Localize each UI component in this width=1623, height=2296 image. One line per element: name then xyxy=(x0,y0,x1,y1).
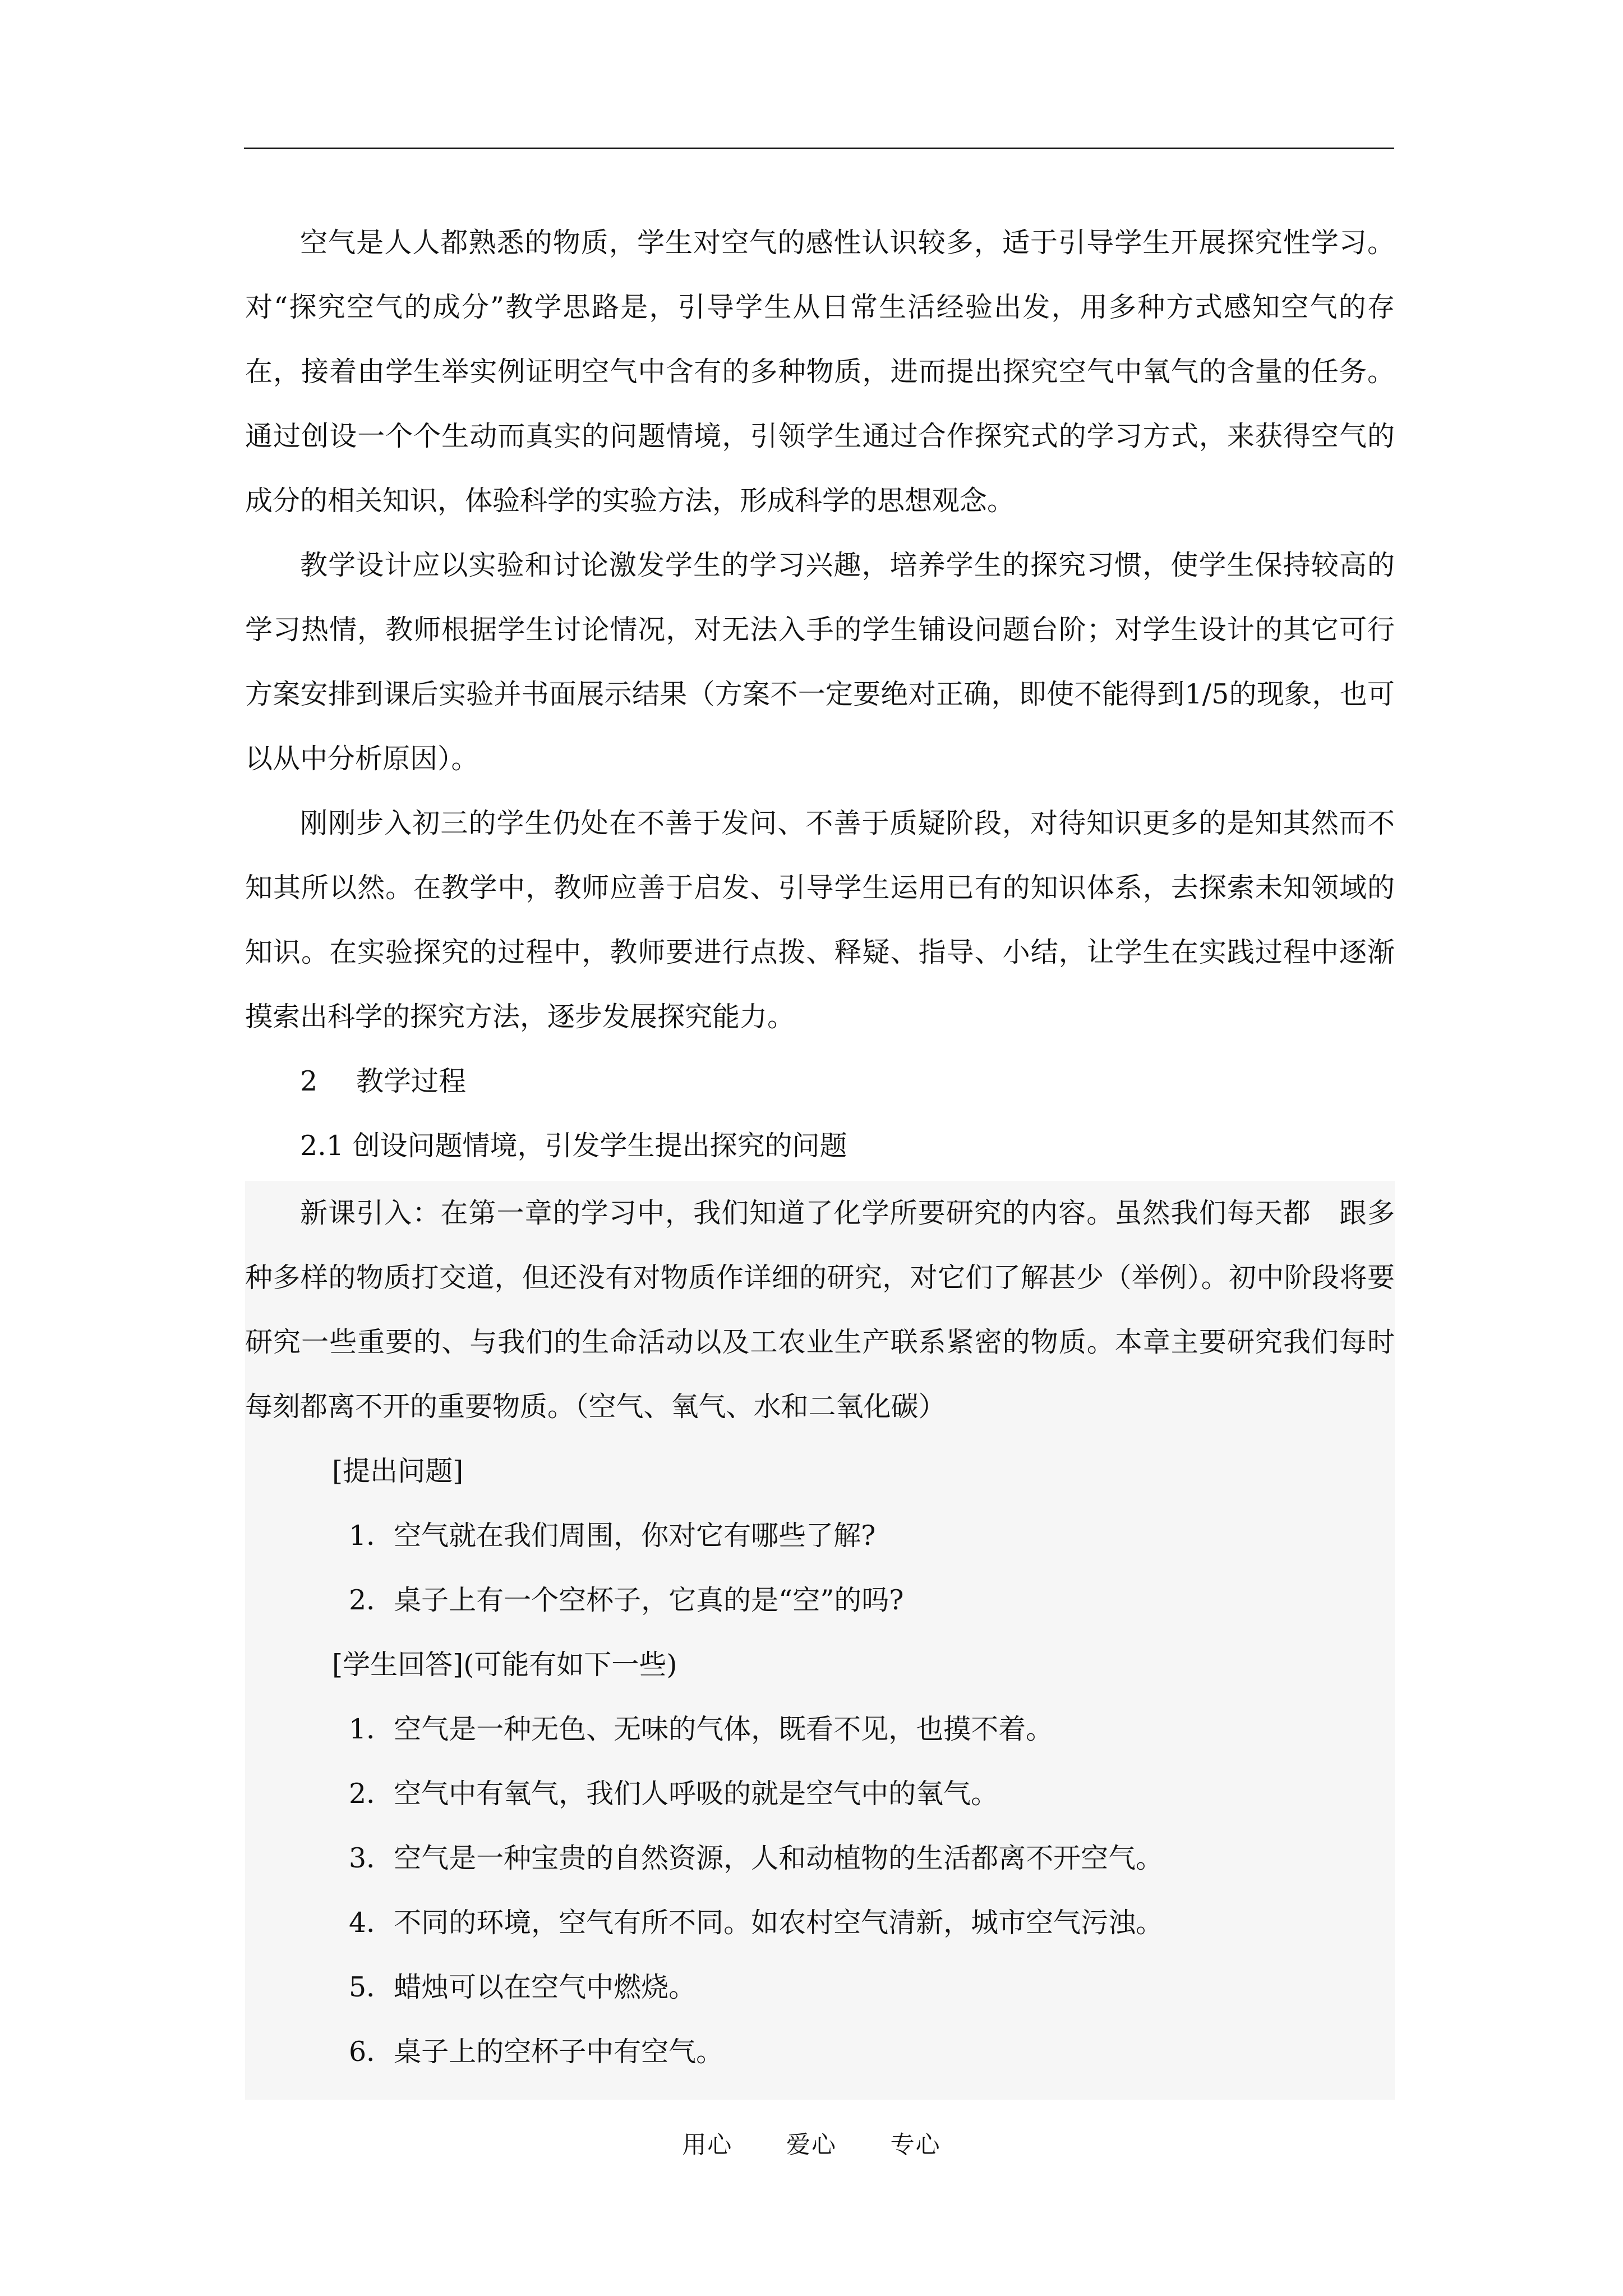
section-heading-2-1: 2.1 创设问题情境，引发学生提出探究的问题 xyxy=(300,1130,847,1162)
answer-item: 2．空气中有氧气，我们人呼吸的就是空气中的氧气。 xyxy=(349,1778,999,1810)
footer-text: 用心 xyxy=(682,2131,733,2159)
answer-item: 3．空气是一种宝贵的自然资源，人和动植物的生活都离不开空气。 xyxy=(349,1842,1164,1874)
answers-label: [学生回答](可能有如下一些) xyxy=(332,1649,677,1681)
footer-text: 专心 xyxy=(890,2131,941,2159)
footer-text: 爱心 xyxy=(786,2131,837,2159)
paragraph-new-lesson: 新课引入：在第一章的学习中，我们知道了化学所要研究的内容。虽然我们每天都 跟多种多样的物质打交道，但还没有对物质作详细的研究，对它们了解甚少（举例）。初中阶段将要研究一些重要的、与我们的生命活动以及工农业生产联系紧密的物质。本章主要研究我们每时每刻都离不开的重要物质。（空气、氧气、水和二氧化碳） xyxy=(245,1197,1395,1423)
answer-item: 1．空气是一种无色、无味的气体，既看不见，也摸不着。 xyxy=(349,1713,1054,1745)
page-footer xyxy=(0,2126,1623,2160)
paragraph-design: 教学设计应以实验和讨论激发学生的学习兴趣，培养学生的探究习惯，使学生保持较高的学习热情，教师根据学生讨论情况，对无法入手的学生铺设问题台阶；对学生设计的其它可行方案安排到课后实验并书面展示结果（方案不一定要绝对正确，即使不能得到1/5的现象，也可以从中分析原因）。 xyxy=(245,549,1395,775)
header-rule xyxy=(244,148,1394,149)
answer-item: 4．不同的环境，空气有所不同。如农村空气清新，城市空气污浊。 xyxy=(349,1907,1164,1939)
answer-item: 6．桌子上的空杯子中有空气。 xyxy=(349,2036,724,2068)
paragraph-students: 刚刚步入初三的学生仍处在不善于发问、不善于质疑阶段，对待知识更多的是知其然而不知其所以然。在教学中，教师应善于启发、引导学生运用已有的知识体系，去探索未知领域的知识。在实验探究的过程中，教师要进行点拨、释疑、指导、小结，让学生在实践过程中逐渐摸索出科学的探究方法，逐步发展探究能力。 xyxy=(245,807,1395,1033)
questions-label: [提出问题] xyxy=(332,1455,464,1487)
shaded-block xyxy=(245,1181,1395,2100)
paragraph-intro: 空气是人人都熟悉的物质，学生对空气的感性认识较多，适于引导学生开展探究性学习。对“探究空气的成分”教学思路是，引导学生从日常生活经验出发，用多种方式感知空气的存在，接着由学生举实例证明空气中含有的多种物质，进而提出探究空气中氧气的含量的任务。通过创设一个个生动而真实的问题情境，引领学生通过合作探究式的学习方式，来获得空气的成分的相关知识，体验科学的实验方法，形成科学的思想观念。 xyxy=(245,227,1395,517)
document-body xyxy=(245,210,1395,2100)
answer-item: 5．蜡烛可以在空气中燃烧。 xyxy=(349,1971,697,2003)
question-item: 2．桌子上有一个空杯子，它真的是“空”的吗? xyxy=(349,1584,904,1616)
section-title: 教学过程 xyxy=(356,1065,467,1097)
question-item: 1．空气就在我们周围，你对它有哪些了解? xyxy=(349,1520,876,1552)
section-number: 2 xyxy=(300,1065,318,1097)
section-heading-2 xyxy=(245,1049,1395,1114)
